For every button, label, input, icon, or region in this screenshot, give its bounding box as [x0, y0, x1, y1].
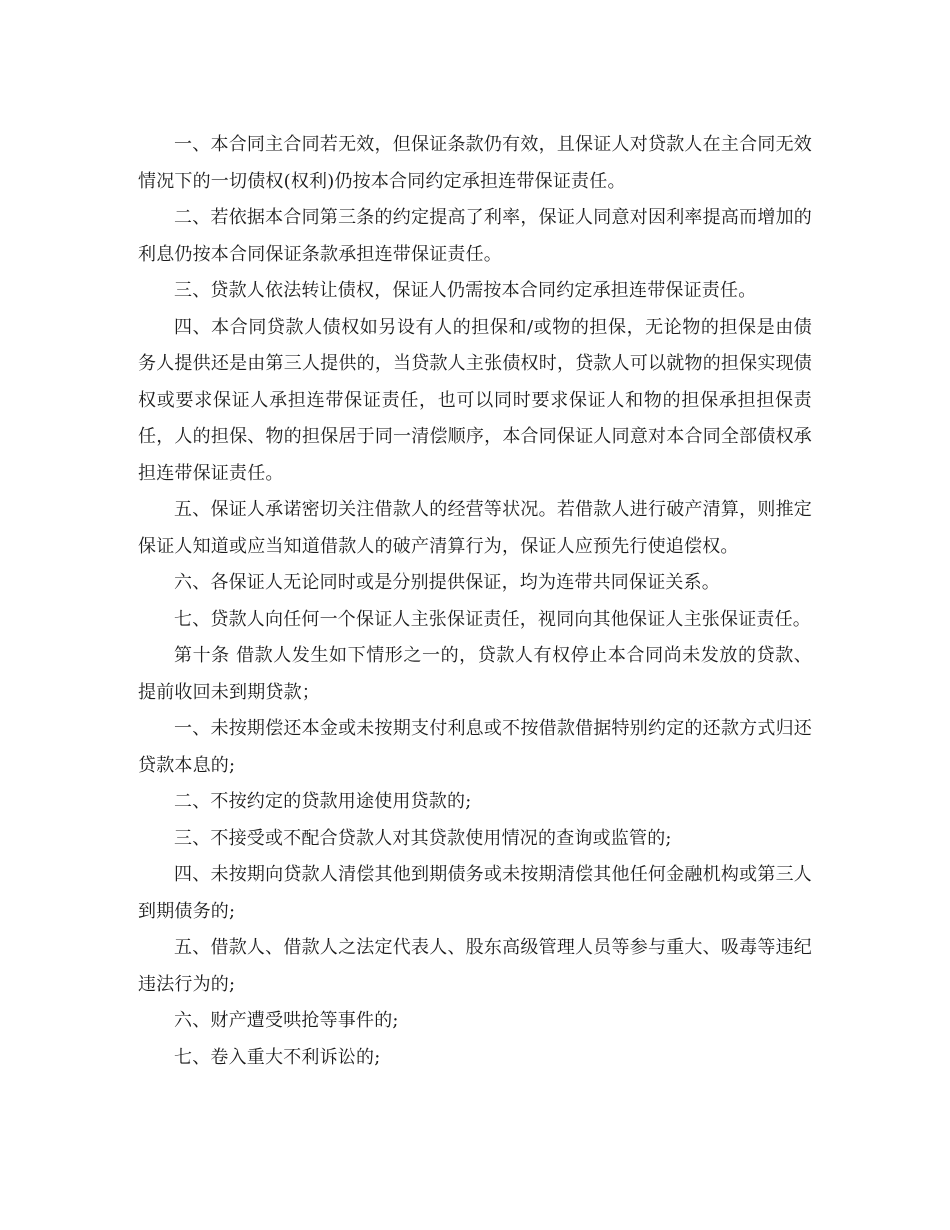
article-10-heading: 第十条 借款人发生如下情形之一的，贷款人有权停止本合同尚未发放的贷款、提前收回未到期贷款； [138, 645, 812, 703]
paragraph-guarantee-2: 二、若依据本合同第三条的约定提高了利率，保证人同意对因利率提高而增加的利息仍按本合同保证条款承担连带保证责任。 [138, 207, 812, 265]
paragraph-guarantee-7: 七、贷款人向任何一个保证人主张保证责任，视同向其他保证人主张保证责任。 [174, 608, 811, 630]
article-10-item-4: 四、未按期向贷款人清偿其他到期债务或未按期清偿其他任何金融机构或第三人到期债务的; [138, 864, 812, 922]
paragraph-guarantee-4: 四、本合同贷款人债权如另设有人的担保和/或物的担保，无论物的担保是由债务人提供还是由第三人提供的，当贷款人主张债权时，贷款人可以就物的担保实现债权或要求保证人承担连带保证责任，也可以同时要求保证人和物的担保承担担保责任，人的担保、物的担保居于同一清偿顺序，本合同保证人同意对本合同全部债权承担连带保证责任。 [138, 316, 812, 484]
article-10-item-6: 六、财产遭受哄抢等事件的; [174, 1010, 399, 1031]
article-10-item-3: 三、不接受或不配合贷款人对其贷款使用情况的查询或监管的; [174, 827, 672, 849]
paragraph-guarantee-3: 三、贷款人依法转让债权，保证人仍需按本合同约定承担连带保证责任。 [174, 280, 757, 301]
article-10-item-2: 二、不按约定的贷款用途使用贷款的; [174, 791, 472, 812]
article-10-item-1: 一、未按期偿还本金或未按期支付利息或不按借款借据特别约定的还款方式归还贷款本息的; [138, 718, 812, 776]
paragraph-guarantee-5: 五、保证人承诺密切关注借款人的经营等状况。若借款人进行破产清算，则推定保证人知道或应当知道借款人的破产清算行为，保证人应预先行使追偿权。 [138, 499, 812, 557]
article-10-item-5: 五、借款人、借款人之法定代表人、股东高级管理人员等参与重大、吸毒等违纪违法行为的; [138, 937, 812, 995]
paragraph-guarantee-1: 一、本合同主合同若无效，但保证条款仍有效，且保证人对贷款人在主合同无效情况下的一切债权(权利)仍按本合同约定承担连带保证责任。 [138, 134, 812, 192]
document-body [138, 127, 812, 1076]
article-10-item-7: 七、卷入重大不利诉讼的; [174, 1046, 381, 1068]
paragraph-guarantee-6: 六、各保证人无论同时或是分别提供保证，均为连带共同保证关系。 [174, 572, 720, 593]
